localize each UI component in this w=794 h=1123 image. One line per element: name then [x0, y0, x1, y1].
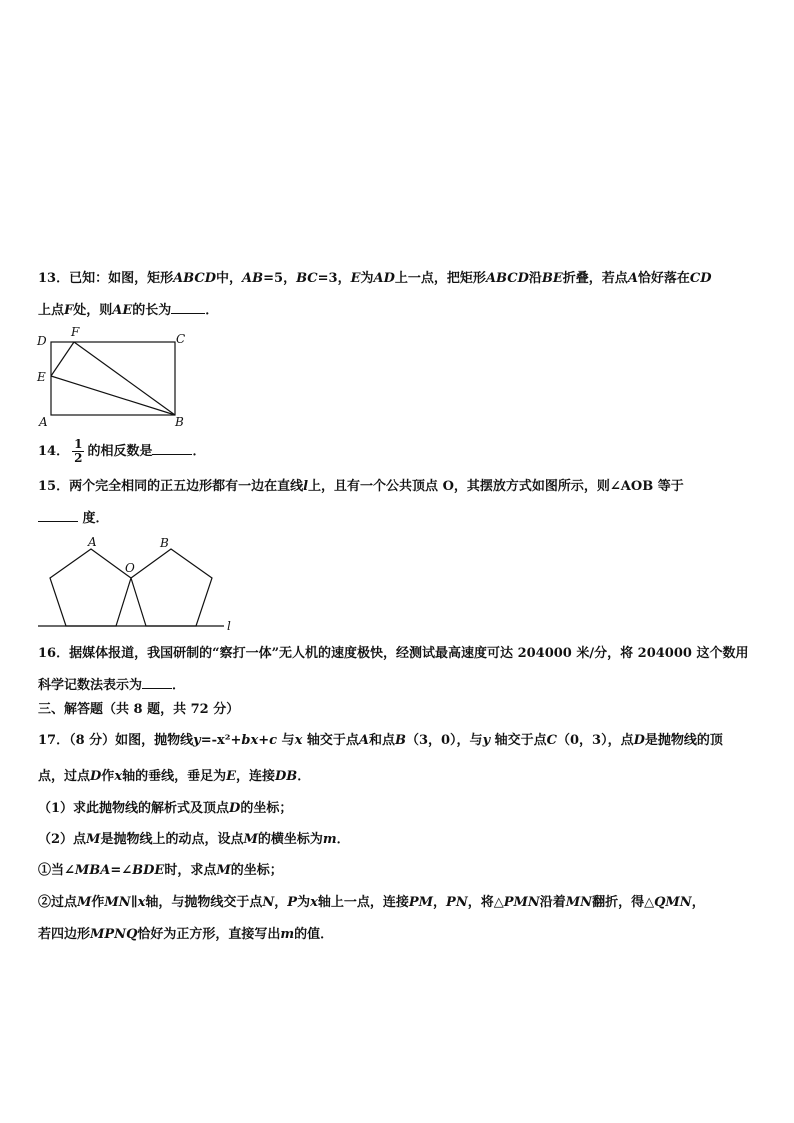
math-var: D [90, 769, 102, 784]
text-run: 科学记数法表示为 [38, 678, 143, 693]
text-run: 的横坐标为 [257, 832, 323, 847]
q15-line-1 [38, 478, 684, 496]
math-var: F [64, 303, 74, 318]
math-var: A [358, 733, 369, 748]
text-run: ， [433, 895, 447, 910]
text-run: 上，且有一个公共顶点 O，其摆放方式如图所示，则∠AOB 等于 [308, 479, 684, 494]
math-var: N [262, 895, 275, 910]
text-run: 点，过点 [38, 769, 91, 784]
text-run: 轴，与抛物线交于点 [145, 895, 263, 910]
label-d: D [37, 334, 47, 348]
label-b: B [175, 415, 184, 429]
text-run: =-x²+ [200, 733, 242, 748]
math-var: MN [104, 895, 131, 910]
text-run: ∥ [130, 895, 138, 910]
text-run: 的长为 [132, 303, 172, 318]
text-run: 翻折，得△ [592, 895, 655, 910]
text-run: ，将△ [467, 895, 504, 910]
math-var: MN [565, 895, 593, 910]
q13-rectangle-figure [34, 324, 194, 430]
math-var: D [633, 733, 645, 748]
text-run: 16．据媒体报道，我国研制的“察打一体”无人机的速度极快，经测试最高速度可达 204000 米/分，将 204000 这个数用 [38, 646, 749, 661]
math-var: AE [112, 303, 133, 318]
text-run: 17．（8 分）如图，抛物线 [38, 733, 194, 748]
math-var: AD [373, 271, 395, 286]
text-run: 是抛物线的顶 [644, 733, 723, 748]
q17-subpart-2-cont [38, 926, 333, 944]
q13-line-2 [38, 301, 218, 320]
math-var: D [229, 801, 241, 816]
q13-line-1 [38, 270, 712, 288]
text-run: 的坐标； [230, 863, 283, 878]
text-run: 处，则 [73, 303, 113, 318]
math-var: PM [408, 895, 434, 910]
text-run: 轴的垂线，垂足为 [122, 769, 227, 784]
q17-line-1 [38, 732, 723, 750]
text-run: 的坐标； [240, 801, 293, 816]
text-run: ②过点 [38, 895, 78, 910]
q16-line-2 [38, 676, 185, 695]
text-run: 作 [91, 895, 105, 910]
label-f: F [71, 325, 80, 339]
q14-line: 14． $\frac{1}{2}$ 的相反数是 ． [38, 437, 206, 465]
text-run: 15．两个完全相同的正五边形都有一边在直线 [38, 479, 304, 494]
text-run: 为 [297, 895, 311, 910]
math-var: x [137, 895, 146, 910]
math-var: MPNQ [90, 927, 138, 942]
math-var: m [322, 832, 337, 847]
text-run: =5， [263, 271, 297, 286]
text-run: （3，0），与 [405, 733, 483, 748]
text-run: 恰好落在 [637, 271, 690, 286]
math-var: MBA [74, 863, 111, 878]
fraction: $\frac{1}{2}$ [74, 437, 83, 465]
math-var: x [114, 769, 123, 784]
text-run: =∠ [110, 863, 133, 878]
text-run: 上点 [38, 303, 65, 318]
section-title: 三、解答题（共 8 题，共 72 分） [38, 702, 240, 717]
text-run: 沿 [528, 271, 542, 286]
text-run: 恰好为正方形，直接写出 [137, 927, 281, 942]
q17-part-2 [38, 831, 350, 849]
math-var: M [243, 832, 258, 847]
answer-blank[interactable] [38, 509, 78, 522]
label-c: C [176, 332, 186, 346]
label-b: B [160, 536, 169, 550]
math-var: ABCD [173, 271, 217, 286]
math-var: M [77, 895, 92, 910]
math-var: BE [541, 271, 563, 286]
math-var: PMN [503, 895, 540, 910]
label-o: O [125, 561, 135, 575]
q15-line-2 [38, 509, 109, 528]
text-run: =3， [317, 271, 351, 286]
math-var: BC [296, 271, 318, 286]
text-run: 和点 [368, 733, 395, 748]
q17-subpart-2 [38, 894, 705, 912]
text-run: 与 [277, 733, 295, 748]
q17-line-2 [38, 768, 310, 786]
math-var: y [193, 733, 201, 748]
math-var: QMN [654, 895, 692, 910]
math-var: CD [689, 271, 712, 286]
math-var: m [280, 927, 295, 942]
q15-pentagon-figure [34, 535, 244, 633]
text-run: ． [205, 303, 219, 318]
math-var: A [627, 271, 638, 286]
q17-subpart-1 [38, 862, 283, 880]
label-a: A [88, 535, 97, 549]
answer-blank[interactable] [171, 301, 205, 314]
math-var: c [269, 733, 278, 748]
text-run: 中， [216, 271, 243, 286]
text-run: 沿着 [539, 895, 566, 910]
text-run: ． [336, 832, 350, 847]
text-run: ． [297, 769, 311, 784]
math-var: x [294, 733, 303, 748]
label-e: E [37, 370, 46, 384]
text-run: 是抛物线上的动点，设点 [100, 832, 244, 847]
q16-line-1 [38, 645, 748, 663]
text-run: （2）点 [38, 832, 87, 847]
math-var: x [310, 895, 318, 910]
label-l: l [227, 619, 231, 633]
text-run: 轴交于点 [490, 733, 547, 748]
math-var: DB [275, 769, 298, 784]
text-run: ． [172, 678, 186, 693]
math-var: BDE [132, 863, 165, 878]
answer-blank[interactable] [142, 676, 172, 689]
text-run: ， [691, 895, 705, 910]
text-run: （1）求此抛物线的解析式及顶点 [38, 801, 230, 816]
text-run: （0，3），点 [557, 733, 634, 748]
math-var: bx [241, 733, 259, 748]
math-var: P [287, 895, 298, 910]
math-var: PN [446, 895, 468, 910]
text-run: 度． [78, 511, 109, 526]
math-var: E [226, 769, 237, 784]
answer-blank[interactable] [152, 442, 192, 455]
q17-part-1 [38, 800, 292, 818]
text-run: 的值． [294, 927, 334, 942]
text-run: 若四边形 [38, 927, 91, 942]
text-run: 为 [360, 271, 374, 286]
math-var: l [303, 479, 309, 494]
text-run: 折叠，若点 [562, 271, 628, 286]
math-var: ABCD [485, 271, 529, 286]
math-var: y [482, 733, 491, 748]
text-run: 作 [101, 769, 115, 784]
text-run: 轴交于点 [302, 733, 359, 748]
text-run: 时，求点 [164, 863, 217, 878]
text-run: 轴上一点，连接 [317, 895, 409, 910]
text-run: ①当∠ [38, 863, 75, 878]
label-a: A [39, 415, 48, 429]
math-var: M [86, 832, 101, 847]
text-run: ， [274, 895, 288, 910]
math-var: C [546, 733, 558, 748]
math-var: B [394, 733, 406, 748]
math-var: E [350, 271, 361, 286]
text-run: 上一点，把矩形 [394, 271, 486, 286]
text-run: ，连接 [236, 769, 276, 784]
text-run: + [258, 733, 270, 748]
math-var: AB [242, 271, 264, 286]
text-run: 13．已知：如图，矩形 [38, 271, 174, 286]
math-var: M [216, 863, 231, 878]
